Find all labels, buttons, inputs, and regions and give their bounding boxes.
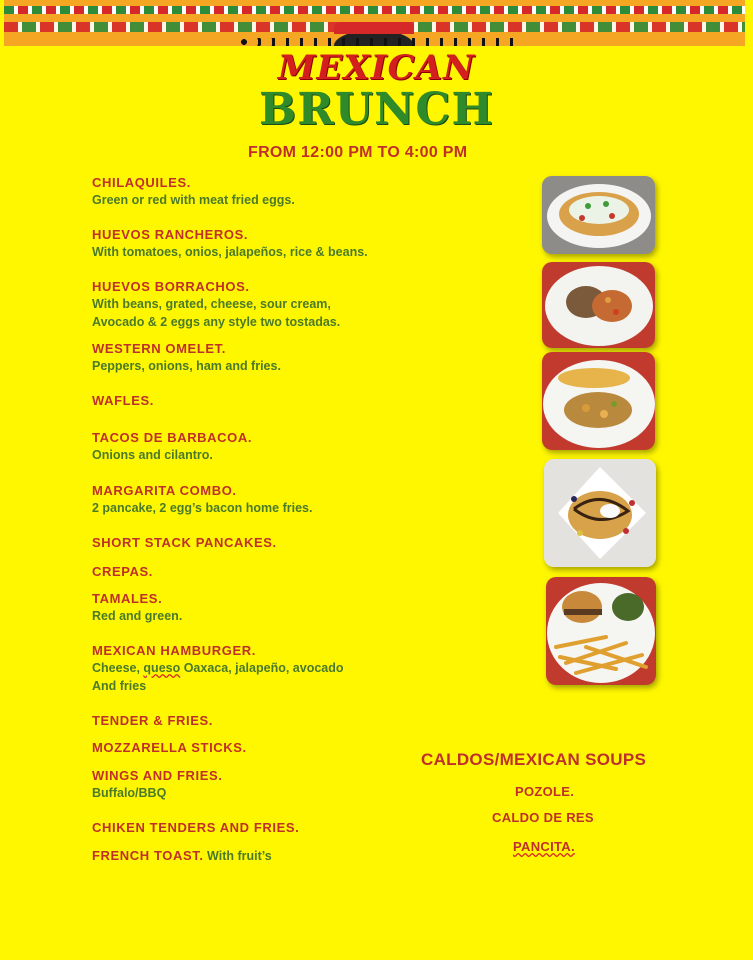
- item-name: SHORT STACK PANCAKES.: [92, 535, 277, 550]
- menu-item-mexican-hamburger: [92, 642, 344, 695]
- item-name: MOZZARELLA STICKS.: [92, 740, 247, 755]
- item-name: TENDER & FRIES.: [92, 713, 213, 728]
- item-inline-desc: With fruit’s: [203, 849, 272, 863]
- decorative-dots: [236, 38, 516, 46]
- item-desc: Peppers, onions, ham and fries.: [92, 359, 281, 373]
- flag-strip-top: [4, 6, 745, 14]
- pancakes-art: [544, 459, 656, 567]
- menu-item-tamales: [92, 590, 182, 625]
- item-desc: With tomatoes, onios, jalapeños, rice & beans.: [92, 245, 368, 259]
- menu-item-huevos-borrachos: [92, 278, 340, 331]
- item-desc: 2 pancake, 2 egg’s bacon home fries.: [92, 501, 313, 515]
- menu-item-western-omelet: [92, 340, 281, 375]
- item-name: MARGARITA COMBO.: [92, 483, 237, 498]
- soup-item: CALDO DE RES: [492, 810, 594, 825]
- omelet-art: [542, 352, 655, 450]
- item-desc: Buffalo/BBQ: [92, 786, 167, 800]
- desc-part: Cheese,: [92, 661, 144, 675]
- item-name: TAMALES.: [92, 591, 163, 606]
- menu-item-margarita-combo: [92, 482, 312, 517]
- pancakes-photo: [544, 459, 656, 567]
- item-name: WINGS AND FRIES.: [92, 768, 223, 783]
- item-name-text: FRENCH TOAST.: [92, 848, 204, 863]
- chilaquiles-photo-art: [542, 176, 655, 254]
- item-name: CHILAQUILES.: [92, 175, 191, 190]
- menu-item-crepas: [92, 563, 153, 580]
- item-name: HUEVOS RANCHEROS.: [92, 227, 249, 242]
- menu-item-short-stack-pancakes: [92, 534, 277, 551]
- item-name: TACOS DE BARBACOA.: [92, 430, 253, 445]
- desc-part: Oaxaca, jalapeño, avocado: [180, 661, 344, 675]
- item-name: WAFLES.: [92, 393, 154, 408]
- item-name: MEXICAN HAMBURGER.: [92, 643, 256, 658]
- item-desc: With beans, grated, cheese, sour cream,: [92, 297, 331, 311]
- item-name: HUEVOS BORRACHOS.: [92, 279, 250, 294]
- item-desc: Onions and cilantro.: [92, 448, 213, 462]
- huevos-plate-art: [542, 262, 655, 348]
- menu-item-wings-and-fries: [92, 767, 222, 802]
- huevos-plate-photo: [542, 262, 655, 348]
- soups-title: CALDOS/MEXICAN SOUPS: [421, 750, 647, 769]
- item-name: WESTERN OMELET.: [92, 341, 226, 356]
- menu-item-chiken-tenders: [92, 819, 299, 836]
- menu-item-wafles: [92, 392, 154, 409]
- menu-item-tender-fries: [92, 712, 213, 729]
- papel-picado-banner: [4, 0, 745, 46]
- item-desc: Red and green.: [92, 609, 183, 623]
- hamburger-photo: [546, 577, 656, 685]
- item-name: [92, 847, 272, 865]
- soup-item: POZOLE.: [515, 784, 575, 799]
- menu-item-french-toast: [92, 847, 272, 865]
- menu-item-chilaquiles: [92, 174, 295, 209]
- item-desc: Avocado & 2 eggs any style two tostadas.: [92, 315, 341, 329]
- menu-item-mozzarella-sticks: [92, 739, 247, 756]
- title-mexican: MEXICAN: [277, 48, 476, 88]
- title-brunch: BRUNCH: [259, 84, 494, 135]
- desc-squiggle-word: queso: [143, 661, 181, 675]
- hamburger-art: [546, 577, 656, 685]
- item-desc: Green or red with meat fried eggs.: [92, 193, 295, 207]
- item-name: CHIKEN TENDERS AND FRIES.: [92, 820, 300, 835]
- soup-item: PANCITA.: [513, 839, 575, 854]
- item-name: CREPAS.: [92, 564, 154, 579]
- item-desc: [92, 659, 344, 677]
- brunch-hours: FROM 12:00 PM TO 4:00 PM: [248, 144, 468, 161]
- menu-item-tacos-de-barbacoa: [92, 429, 252, 464]
- chilaquiles-photo: [542, 176, 655, 254]
- omelet-photo: [542, 352, 655, 450]
- menu-item-huevos-rancheros: [92, 226, 368, 261]
- item-desc: And fries: [92, 679, 147, 693]
